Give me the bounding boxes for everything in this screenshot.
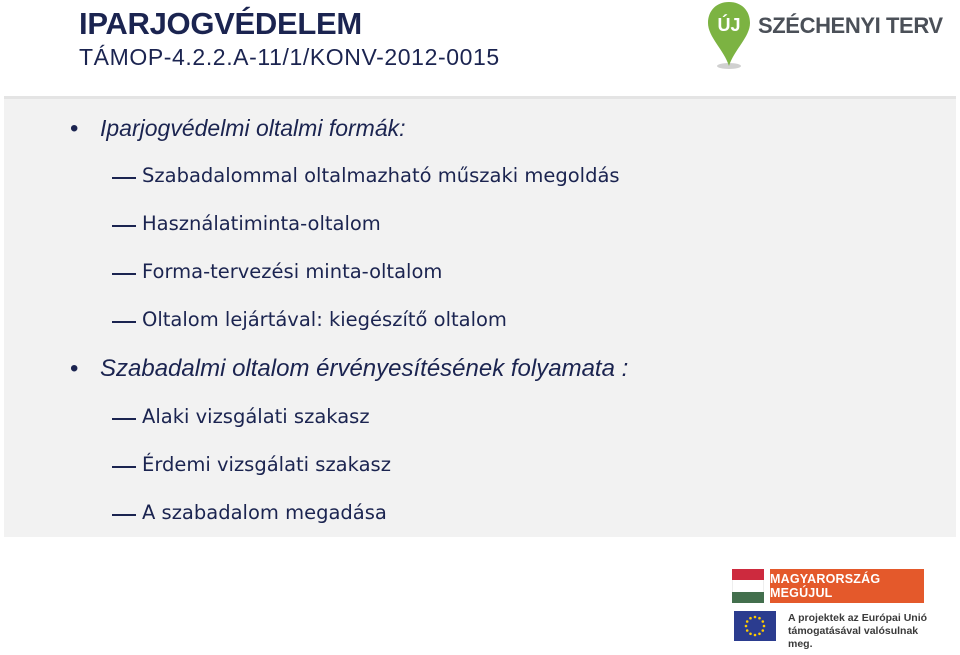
dash-icon bbox=[112, 273, 136, 275]
bullet-dot-icon: • bbox=[70, 355, 79, 382]
sub-bullet-text: Oltalom lejártával: kiegészítő oltalom bbox=[142, 308, 507, 331]
section-heading: Iparjogvédelmi oltalmi formák: bbox=[100, 115, 406, 141]
dash-icon bbox=[112, 514, 136, 516]
eu-flag-icon bbox=[734, 611, 776, 641]
hungarian-flag-icon bbox=[732, 569, 764, 603]
project-code: TÁMOP-4.2.2.A-11/1/KONV-2012-0015 bbox=[79, 44, 500, 70]
bullet-dot-icon: • bbox=[70, 115, 79, 142]
eu-support-text bbox=[788, 612, 932, 651]
slide-title: IPARJOGVÉDELEM bbox=[79, 6, 362, 41]
eu-support-line: A projektek az Európai Unió bbox=[788, 612, 928, 624]
logo-wordmark: SZÉCHENYI TERV bbox=[758, 13, 943, 38]
sub-bullet-text: Érdemi vizsgálati szakasz bbox=[142, 453, 391, 476]
dash-icon bbox=[112, 418, 136, 420]
section-heading: Szabadalmi oltalom érvényesítésének folyamata : bbox=[100, 355, 629, 382]
dash-icon bbox=[112, 466, 136, 468]
dash-icon bbox=[112, 321, 136, 323]
slide-header bbox=[0, 0, 960, 96]
sub-bullet-text: Alaki vizsgálati szakasz bbox=[142, 405, 370, 428]
dash-icon bbox=[112, 177, 136, 179]
sub-bullet-text: Használatiminta-oltalom bbox=[142, 212, 381, 235]
sub-bullet-text: Szabadalommal oltalmazható műszaki megoldás bbox=[142, 164, 620, 187]
slide-content bbox=[4, 96, 956, 537]
funding-logos bbox=[732, 565, 932, 650]
eu-support-line: támogatásával valósulnak meg. bbox=[788, 625, 919, 650]
sub-bullet-text: Forma-tervezési minta-oltalom bbox=[142, 260, 443, 283]
dash-icon bbox=[112, 225, 136, 227]
pin-label: ÚJ bbox=[717, 15, 741, 35]
map-pin-icon bbox=[706, 0, 752, 72]
szechenyi-terv-logo bbox=[706, 0, 946, 74]
magyarorszag-megujul-banner: MAGYARORSZÁG MEGÚJUL bbox=[770, 569, 924, 603]
sub-bullet-text: A szabadalom megadása bbox=[142, 501, 387, 524]
